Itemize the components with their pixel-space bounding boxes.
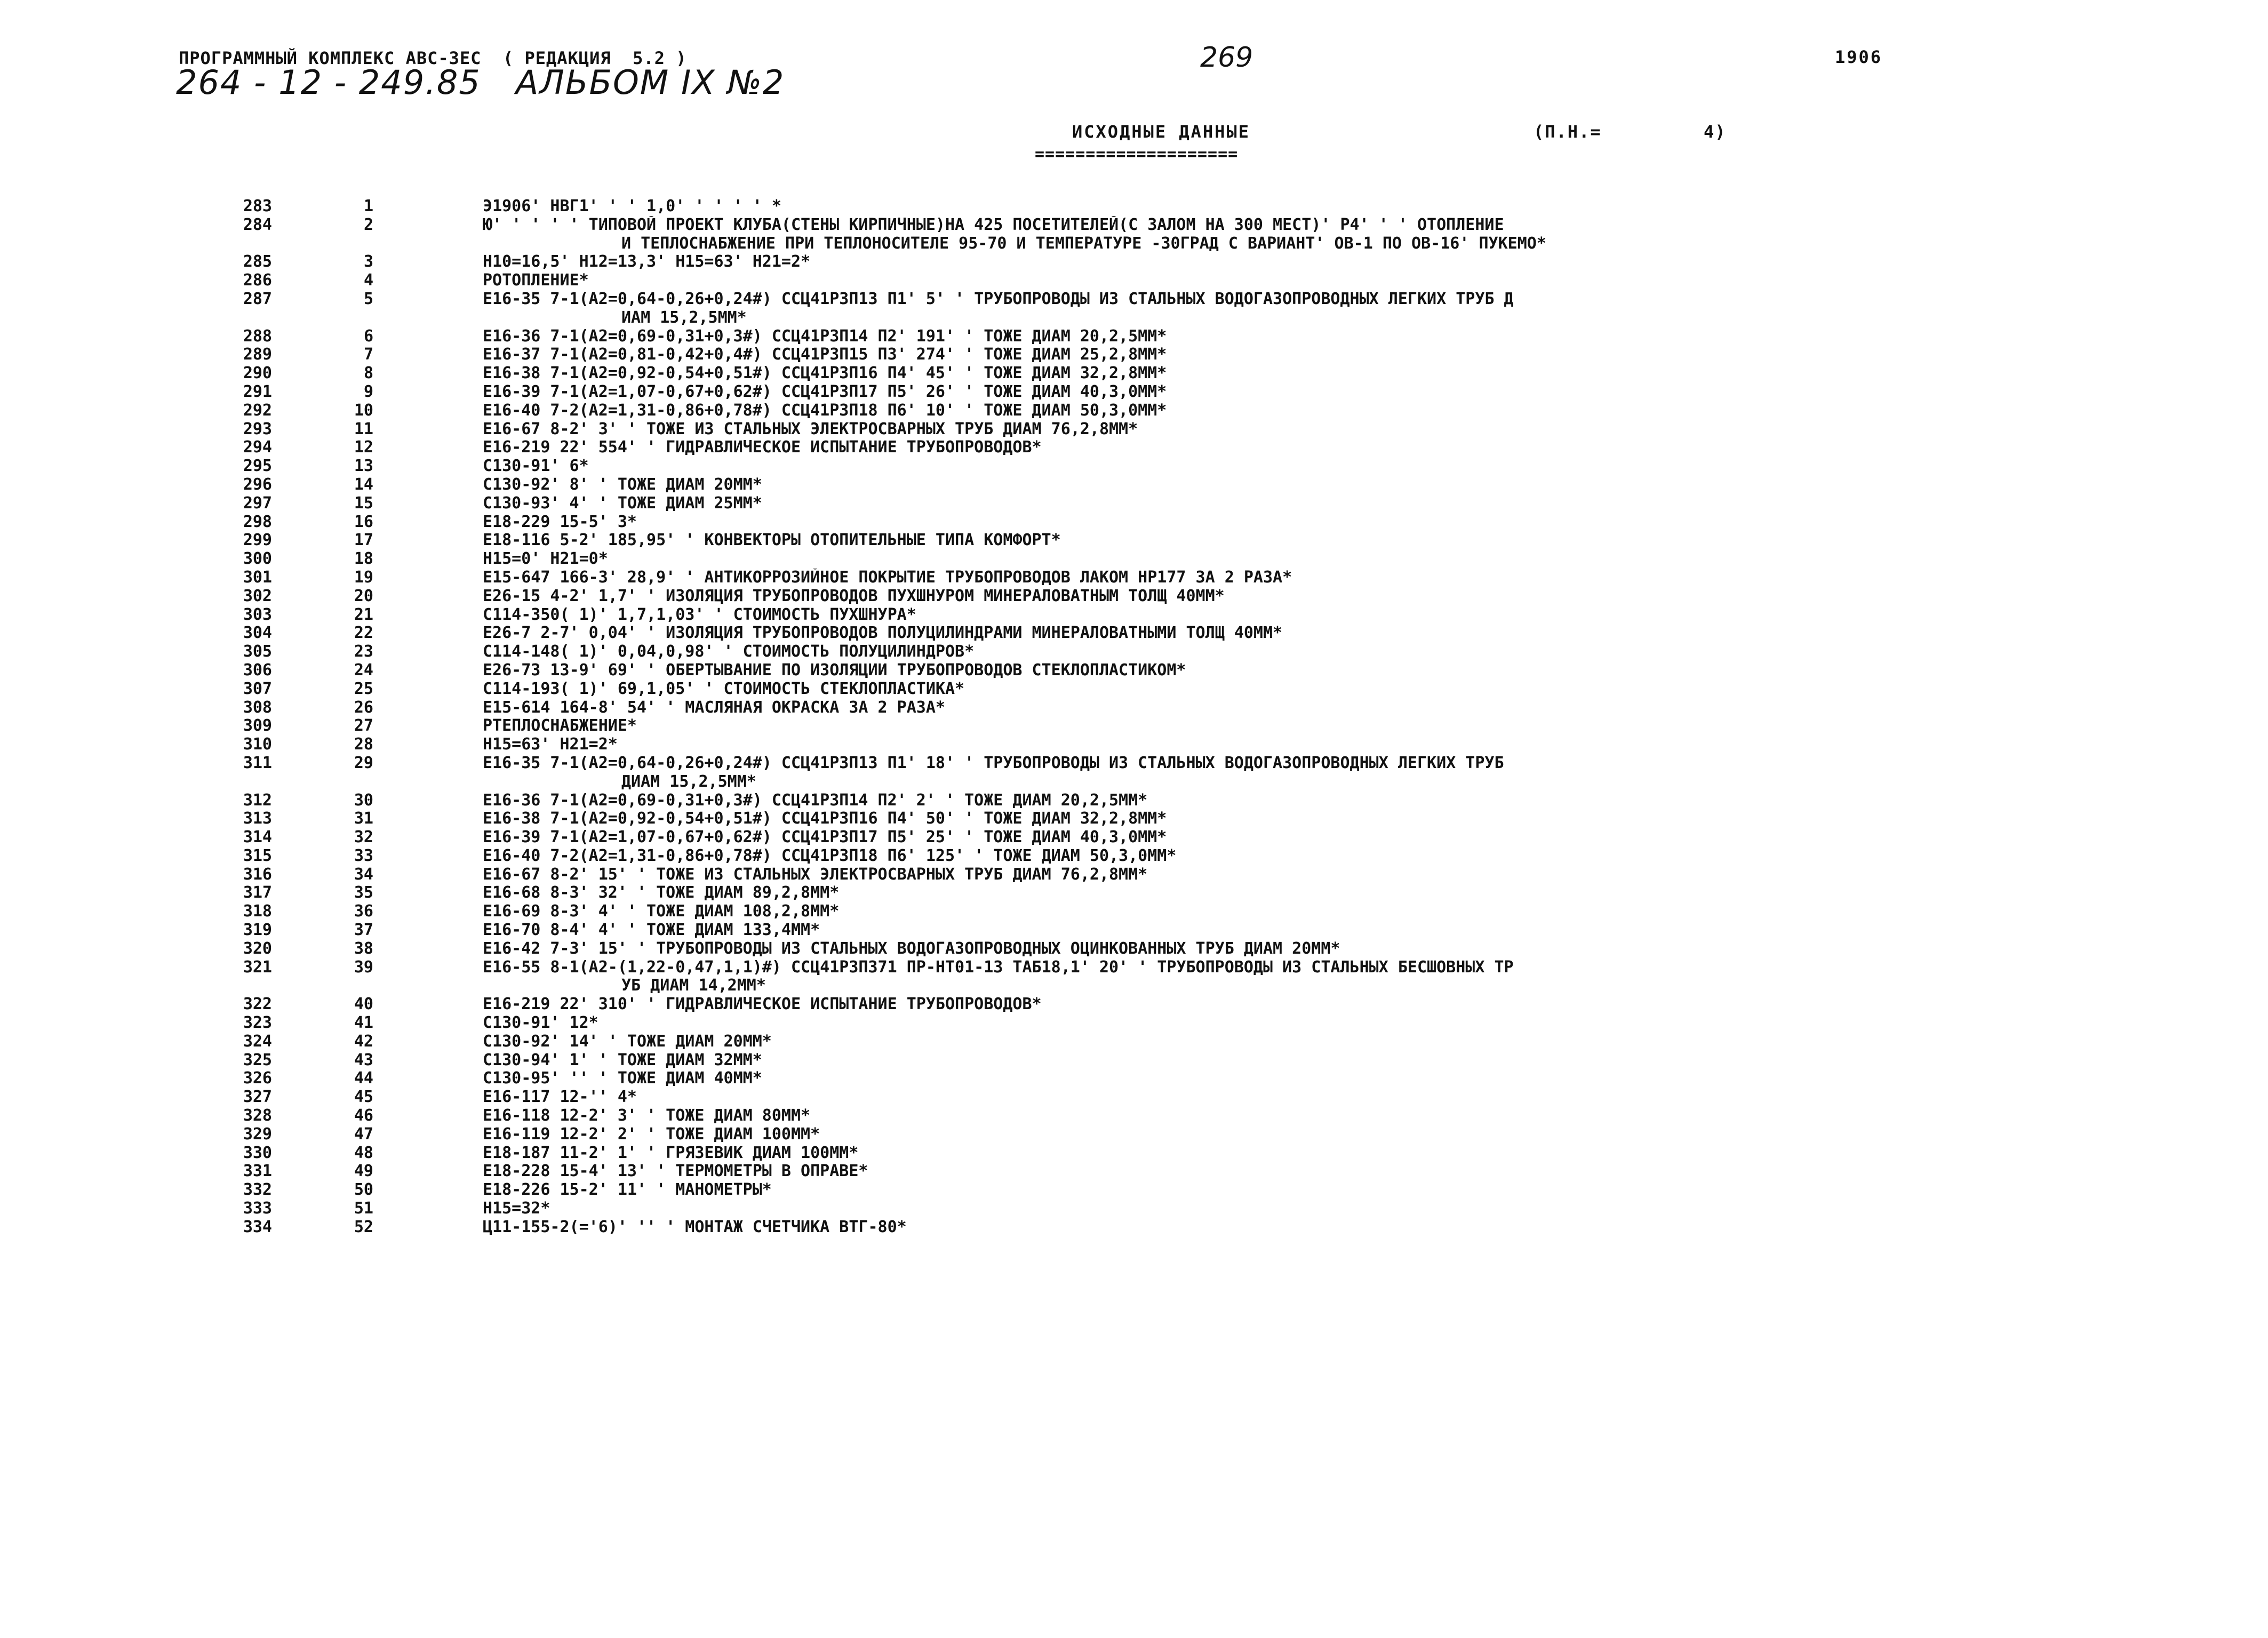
row-index: 9	[363, 382, 373, 401]
listing-row	[0, 940, 2268, 958]
row-text: Е16-219 22' 554' ' ГИДРАВЛИЧЕСКОЕ ИСПЫТАНИЕ ТРУБОПРОВОДОВ*	[483, 438, 1042, 457]
pn-indicator: (П.Н.= 4)	[1534, 122, 1727, 142]
row-index: 13	[354, 457, 373, 476]
row-text: Е16-67 8-2' 3' ' ТОЖЕ ИЗ СТАЛЬНЫХ ЭЛЕКТРОСВАРНЫХ ТРУБ ДИАМ 76,2,8ММ*	[483, 420, 1138, 438]
row-number: 301	[243, 568, 272, 587]
row-index: 42	[354, 1032, 373, 1051]
row-text: С114-350( 1)' 1,7,1,03' ' СТОИМОСТЬ ПУХШНУРА*	[483, 605, 916, 624]
row-index: 50	[354, 1180, 373, 1200]
row-index: 21	[354, 605, 373, 624]
section-title-underline: ====================	[1035, 145, 1239, 164]
row-index: 7	[363, 345, 373, 364]
row-index: 40	[354, 995, 373, 1014]
row-index: 8	[363, 364, 373, 383]
row-text: РТЕПЛОСНАБЖЕНИЕ*	[483, 717, 637, 736]
row-text: Ю' ' ' ' ' ТИПОВОЙ ПРОЕКТ КЛУБА(СТЕНЫ КИРПИЧНЫЕ)НА 425 ПОСЕТИТЕЛЕЙ(С ЗАЛОМ НА 300 МЕСТ)' Р4' ' ' ОТОПЛЕНИЕ	[483, 215, 1504, 234]
row-number: 285	[243, 252, 272, 271]
album-handwritten-label: 264 - 12 - 249.85 АЛЬБОМ IX №2	[176, 63, 785, 102]
row-number: 318	[243, 902, 272, 921]
row-index: 20	[354, 586, 373, 605]
row-number: 323	[243, 1013, 272, 1033]
row-text: Е16-42 7-3' 15' ' ТРУБОПРОВОДЫ ИЗ СТАЛЬНЫХ ВОДОГАЗОПРОВОДНЫХ ОЦИНКОВАННЫХ ТРУБ ДИАМ 20ММ*	[483, 939, 1340, 958]
row-number: 321	[243, 957, 272, 977]
row-number: 304	[243, 624, 272, 643]
row-text: Е18-228 15-4' 13' ' ТЕРМОМЕТРЫ В ОПРАВЕ*	[483, 1162, 868, 1181]
row-number: 328	[243, 1106, 272, 1125]
row-number: 303	[243, 605, 272, 624]
row-index: 27	[354, 716, 373, 736]
listing-row	[0, 921, 2268, 940]
row-index: 1	[363, 197, 373, 215]
row-text: Е18-226 15-2' 11' ' МАНОМЕТРЫ*	[483, 1181, 772, 1200]
row-text: С114-193( 1)' 69,1,05' ' СТОИМОСТЬ СТЕКЛОПЛАСТИКА*	[483, 680, 965, 698]
row-text: Е16-55 8-1(А2-(1,22-0,47,1,1)#) ССЦ41Р3П371 ПР-НТ01-13 ТАБ18,1' 20' ' ТРУБОПРОВОДЫ ИЗ СТАЛЬНЫХ БЕСШОВНЫХ ТР	[483, 958, 1514, 977]
listing-row	[0, 550, 2268, 569]
listing-continuation-row	[0, 773, 2268, 792]
row-index: 25	[354, 679, 373, 698]
listing-row	[0, 866, 2268, 884]
row-index: 6	[363, 326, 373, 346]
row-number: 300	[243, 549, 272, 569]
row-text: Е15-614 164-8' 54' ' МАСЛЯНАЯ ОКРАСКА ЗА 2 РАЗА*	[483, 698, 945, 717]
listing-row	[0, 1051, 2268, 1070]
row-text: Н15=63' Н21=2*	[483, 736, 618, 754]
listing-row	[0, 1218, 2268, 1237]
row-index: 18	[354, 549, 373, 569]
listing-row	[0, 271, 2268, 290]
listing-row	[0, 438, 2268, 457]
listing-row	[0, 624, 2268, 643]
row-index: 51	[354, 1199, 373, 1218]
listing-row	[0, 606, 2268, 625]
document-code: 1906	[1835, 47, 1883, 67]
listing-row	[0, 476, 2268, 494]
row-text: Е16-219 22' 310' ' ГИДРАВЛИЧЕСКОЕ ИСПЫТАНИЕ ТРУБОПРОВОДОВ*	[483, 995, 1042, 1014]
program-header: ПРОГРАММНЫЙ КОМПЛЕКС АВС-ЗЕС ( РЕДАКЦИЯ 5.2 )	[179, 48, 687, 68]
row-number: 293	[243, 419, 272, 438]
row-number: 295	[243, 457, 272, 476]
row-text: Е16-68 8-3' 32' ' ТОЖЕ ДИАМ 89,2,8ММ*	[483, 884, 840, 902]
row-text: УБ ДИАМ 14,2ММ*	[621, 977, 766, 995]
listing-row	[0, 327, 2268, 346]
listing-row	[0, 1200, 2268, 1218]
row-number: 283	[243, 197, 272, 215]
row-index: 5	[363, 289, 373, 308]
row-number: 314	[243, 828, 272, 847]
listing-row	[0, 383, 2268, 402]
row-text: Е15-647 166-3' 28,9' ' АНТИКОРРОЗИЙНОЕ ПОКРЫТИЕ ТРУБОПРОВОДОВ ЛАКОМ НР177 ЗА 2 РАЗА*	[483, 568, 1292, 587]
row-number: 311	[243, 753, 272, 772]
row-index: 36	[354, 902, 373, 921]
row-number: 291	[243, 382, 272, 401]
row-text: Н15=32*	[483, 1200, 550, 1218]
listing-row	[0, 569, 2268, 587]
row-number: 307	[243, 679, 272, 698]
row-number: 312	[243, 790, 272, 810]
row-index: 49	[354, 1162, 373, 1181]
row-text: Е16-39 7-1(А2=1,07-0,67+0,62#) ССЦ41Р3П17 П5' 25' ' ТОЖЕ ДИАМ 40,3,0ММ*	[483, 828, 1167, 847]
row-number: 298	[243, 512, 272, 531]
listing-row	[0, 884, 2268, 902]
row-text: Е18-116 5-2' 185,95' ' КОНВЕКТОРЫ ОТОПИТЕЛЬНЫЕ ТИПА КОМФОРТ*	[483, 531, 1061, 550]
row-number: 294	[243, 438, 272, 457]
row-number: 287	[243, 289, 272, 308]
listing-row	[0, 346, 2268, 364]
row-index: 10	[354, 401, 373, 420]
row-number: 288	[243, 326, 272, 346]
row-index: 30	[354, 790, 373, 810]
row-text: Н15=0' Н21=0*	[483, 550, 608, 569]
row-number: 331	[243, 1162, 272, 1181]
section-title: ИСХОДНЫЕ ДАННЫЕ	[1072, 122, 1250, 142]
listing-row	[0, 810, 2268, 828]
row-text: Е26-15 4-2' 1,7' ' ИЗОЛЯЦИЯ ТРУБОПРОВОДОВ ПУХШНУРОМ МИНЕРАЛОВАТНЫМ ТОЛЩ 40ММ*	[483, 587, 1225, 605]
row-number: 316	[243, 865, 272, 884]
row-text: Е16-40 7-2(А2=1,31-0,86+0,78#) ССЦ41Р3П18 П6' 10' ' ТОЖЕ ДИАМ 50,3,0ММ*	[483, 401, 1167, 420]
row-text: С114-148( 1)' 0,04,0,98' ' СТОИМОСТЬ ПОЛУЦИЛИНДРОВ*	[483, 643, 975, 661]
listing-row	[0, 1088, 2268, 1107]
listing-row	[0, 402, 2268, 420]
row-text: Е26-7 2-7' 0,04' ' ИЗОЛЯЦИЯ ТРУБОПРОВОДОВ ПОЛУЦИЛИНДРАМИ МИНЕРАЛОВАТНЫМИ ТОЛЩ 40ММ*	[483, 624, 1283, 643]
row-number: 286	[243, 271, 272, 290]
row-index: 26	[354, 698, 373, 717]
row-text: Е16-38 7-1(А2=0,92-0,54+0,51#) ССЦ41Р3П16 П4' 45' ' ТОЖЕ ДИАМ 32,2,8ММ*	[483, 364, 1167, 383]
row-text: Е16-35 7-1(А2=0,64-0,26+0,24#) ССЦ41Р3П13 П1' 18' ' ТРУБОПРОВОДЫ ИЗ СТАЛЬНЫХ ВОДОГАЗОПРОВОДНЫХ ЛЕГКИХ ТРУБ	[483, 754, 1504, 772]
row-text: Е16-37 7-1(А2=0,81-0,42+0,4#) ССЦ41Р3П15 П3' 274' ' ТОЖЕ ДИАМ 25,2,8ММ*	[483, 346, 1167, 364]
row-text: С130-94' 1' ' ТОЖЕ ДИАМ 32ММ*	[483, 1051, 762, 1069]
page-number: 269	[1200, 42, 1253, 74]
row-number: 334	[243, 1217, 272, 1236]
row-index: 33	[354, 846, 373, 865]
row-number: 290	[243, 364, 272, 383]
row-index: 3	[363, 252, 373, 271]
row-text: С130-91' 12*	[483, 1014, 598, 1033]
row-index: 35	[354, 883, 373, 902]
listing-row	[0, 995, 2268, 1014]
row-index: 19	[354, 568, 373, 587]
listing-row	[0, 1181, 2268, 1200]
listing-row	[0, 1125, 2268, 1144]
row-index: 16	[354, 512, 373, 531]
row-index: 4	[363, 271, 373, 290]
row-index: 23	[354, 642, 373, 661]
listing-continuation-row	[0, 977, 2268, 995]
listing-row	[0, 736, 2268, 754]
row-number: 320	[243, 939, 272, 958]
listing-row	[0, 661, 2268, 680]
row-index: 14	[354, 475, 373, 494]
listing-row	[0, 587, 2268, 606]
row-number: 299	[243, 531, 272, 550]
row-index: 39	[354, 957, 373, 977]
row-text: Е16-38 7-1(А2=0,92-0,54+0,51#) ССЦ41Р3П16 П4' 50' ' ТОЖЕ ДИАМ 32,2,8ММ*	[483, 810, 1167, 828]
listing-row	[0, 420, 2268, 439]
row-number: 313	[243, 809, 272, 828]
row-text: ИАМ 15,2,5ММ*	[621, 308, 747, 327]
listing-row	[0, 958, 2268, 977]
row-number: 324	[243, 1032, 272, 1051]
listing-continuation-row	[0, 309, 2268, 327]
listing-row	[0, 643, 2268, 661]
row-number: 326	[243, 1069, 272, 1088]
row-number: 292	[243, 401, 272, 420]
row-text: Е26-73 13-9' 69' ' ОБЕРТЫВАНИЕ ПО ИЗОЛЯЦИИ ТРУБОПРОВОДОВ СТЕКЛОПЛАСТИКОМ*	[483, 661, 1186, 680]
row-number: 322	[243, 995, 272, 1014]
row-text: И ТЕПЛОСНАБЖЕНИЕ ПРИ ТЕПЛОНОСИТЕЛЕ 95-70 И ТЕМПЕРАТУРЕ -30ГРАД С ВАРИАНТ' ОВ-1 ПО ОВ-16' ПУКЕМО*	[621, 234, 1546, 253]
row-number: 296	[243, 475, 272, 494]
row-index: 29	[354, 753, 373, 772]
row-number: 333	[243, 1199, 272, 1218]
row-text: Е16-67 8-2' 15' ' ТОЖЕ ИЗ СТАЛЬНЫХ ЭЛЕКТРОСВАРНЫХ ТРУБ ДИАМ 76,2,8ММ*	[483, 865, 1148, 884]
listing-row	[0, 1144, 2268, 1163]
listing-row	[0, 1014, 2268, 1033]
listing-row	[0, 364, 2268, 383]
data-listing	[0, 197, 2268, 1237]
row-index: 38	[354, 939, 373, 958]
listing-row	[0, 792, 2268, 810]
row-number: 315	[243, 846, 272, 865]
row-index: 34	[354, 865, 373, 884]
listing-continuation-row	[0, 235, 2268, 253]
listing-row	[0, 513, 2268, 532]
row-index: 41	[354, 1013, 373, 1033]
row-index: 47	[354, 1124, 373, 1144]
row-number: 284	[243, 215, 272, 234]
row-text: Е18-187 11-2' 1' ' ГРЯЗЕВИК ДИАМ 100ММ*	[483, 1144, 859, 1162]
row-text: Е18-229 15-5' 3*	[483, 513, 637, 531]
listing-row	[0, 828, 2268, 847]
row-index: 37	[354, 921, 373, 940]
row-text: С130-95' '' ' ТОЖЕ ДИАМ 40ММ*	[483, 1069, 762, 1088]
row-text: Е16-117 12-'' 4*	[483, 1088, 637, 1107]
row-text: РОТОПЛЕНИЕ*	[483, 271, 589, 290]
row-number: 308	[243, 698, 272, 717]
row-number: 325	[243, 1050, 272, 1069]
row-text: Э1906' НВГ1' ' ' 1,0' ' ' ' ' *	[483, 197, 781, 215]
row-index: 22	[354, 624, 373, 643]
row-index: 44	[354, 1069, 373, 1088]
listing-row	[0, 253, 2268, 271]
row-text: С130-92' 14' ' ТОЖЕ ДИАМ 20ММ*	[483, 1032, 772, 1051]
row-text: Е16-36 7-1(А2=0,69-0,31+0,3#) ССЦ41Р3П14 П2' 2' ' ТОЖЕ ДИАМ 20,2,5ММ*	[483, 791, 1148, 810]
row-number: 302	[243, 586, 272, 605]
row-index: 24	[354, 660, 373, 680]
row-index: 31	[354, 809, 373, 828]
listing-row	[0, 290, 2268, 309]
row-number: 332	[243, 1180, 272, 1200]
row-text: С130-93' 4' ' ТОЖЕ ДИАМ 25ММ*	[483, 494, 762, 513]
row-number: 319	[243, 921, 272, 940]
row-number: 297	[243, 493, 272, 513]
row-text: С130-91' 6*	[483, 457, 589, 476]
row-index: 48	[354, 1143, 373, 1162]
listing-row	[0, 494, 2268, 513]
row-number: 310	[243, 735, 272, 754]
listing-row	[0, 457, 2268, 476]
row-number: 317	[243, 883, 272, 902]
row-text: Е16-39 7-1(А2=1,07-0,67+0,62#) ССЦ41Р3П17 П5' 26' ' ТОЖЕ ДИАМ 40,3,0ММ*	[483, 382, 1167, 401]
row-index: 46	[354, 1106, 373, 1125]
listing-row	[0, 1033, 2268, 1051]
row-text: Е16-69 8-3' 4' ' ТОЖЕ ДИАМ 108,2,8ММ*	[483, 902, 840, 921]
listing-row	[0, 1069, 2268, 1088]
listing-row	[0, 197, 2268, 216]
row-index: 11	[354, 419, 373, 438]
row-text: Е16-119 12-2' 2' ' ТОЖЕ ДИАМ 100ММ*	[483, 1125, 820, 1144]
listing-row	[0, 847, 2268, 866]
listing-row	[0, 680, 2268, 699]
listing-row	[0, 717, 2268, 736]
row-index: 43	[354, 1050, 373, 1069]
listing-row	[0, 1162, 2268, 1181]
listing-row	[0, 699, 2268, 717]
row-number: 327	[243, 1088, 272, 1107]
row-text: Е16-36 7-1(А2=0,69-0,31+0,3#) ССЦ41Р3П14 П2' 191' ' ТОЖЕ ДИАМ 20,2,5ММ*	[483, 327, 1167, 346]
listing-row	[0, 902, 2268, 921]
row-index: 52	[354, 1217, 373, 1236]
row-index: 45	[354, 1088, 373, 1107]
row-number: 289	[243, 345, 272, 364]
listing-row	[0, 531, 2268, 550]
listing-row	[0, 754, 2268, 773]
row-text: Е16-35 7-1(А2=0,64-0,26+0,24#) ССЦ41Р3П13 П1' 5' ' ТРУБОПРОВОДЫ ИЗ СТАЛЬНЫХ ВОДОГАЗОПРОВОДНЫХ ЛЕГКИХ ТРУБ Д	[483, 290, 1514, 308]
row-index: 2	[363, 215, 373, 234]
row-text: Е16-70 8-4' 4' ' ТОЖЕ ДИАМ 133,4ММ*	[483, 921, 820, 940]
row-number: 330	[243, 1143, 272, 1162]
listing-row	[0, 1107, 2268, 1125]
row-text: Е16-118 12-2' 3' ' ТОЖЕ ДИАМ 80ММ*	[483, 1107, 811, 1125]
row-index: 12	[354, 438, 373, 457]
row-text: ДИАМ 15,2,5ММ*	[621, 772, 756, 791]
row-index: 15	[354, 493, 373, 513]
listing-row	[0, 216, 2268, 235]
row-text: Е16-40 7-2(А2=1,31-0,86+0,78#) ССЦ41Р3П18 П6' 125' ' ТОЖЕ ДИАМ 50,3,0ММ*	[483, 846, 1177, 865]
row-number: 306	[243, 660, 272, 680]
row-number: 305	[243, 642, 272, 661]
row-text: Н10=16,5' Н12=13,3' Н15=63' Н21=2*	[483, 253, 811, 271]
row-text: С130-92' 8' ' ТОЖЕ ДИАМ 20ММ*	[483, 475, 762, 494]
row-text: Ц11-155-2(='6)' '' ' МОНТАЖ СЧЕТЧИКА ВТГ-80*	[483, 1218, 907, 1236]
row-index: 17	[354, 531, 373, 550]
row-number: 329	[243, 1124, 272, 1144]
row-index: 28	[354, 735, 373, 754]
row-number: 309	[243, 716, 272, 736]
row-index: 32	[354, 828, 373, 847]
